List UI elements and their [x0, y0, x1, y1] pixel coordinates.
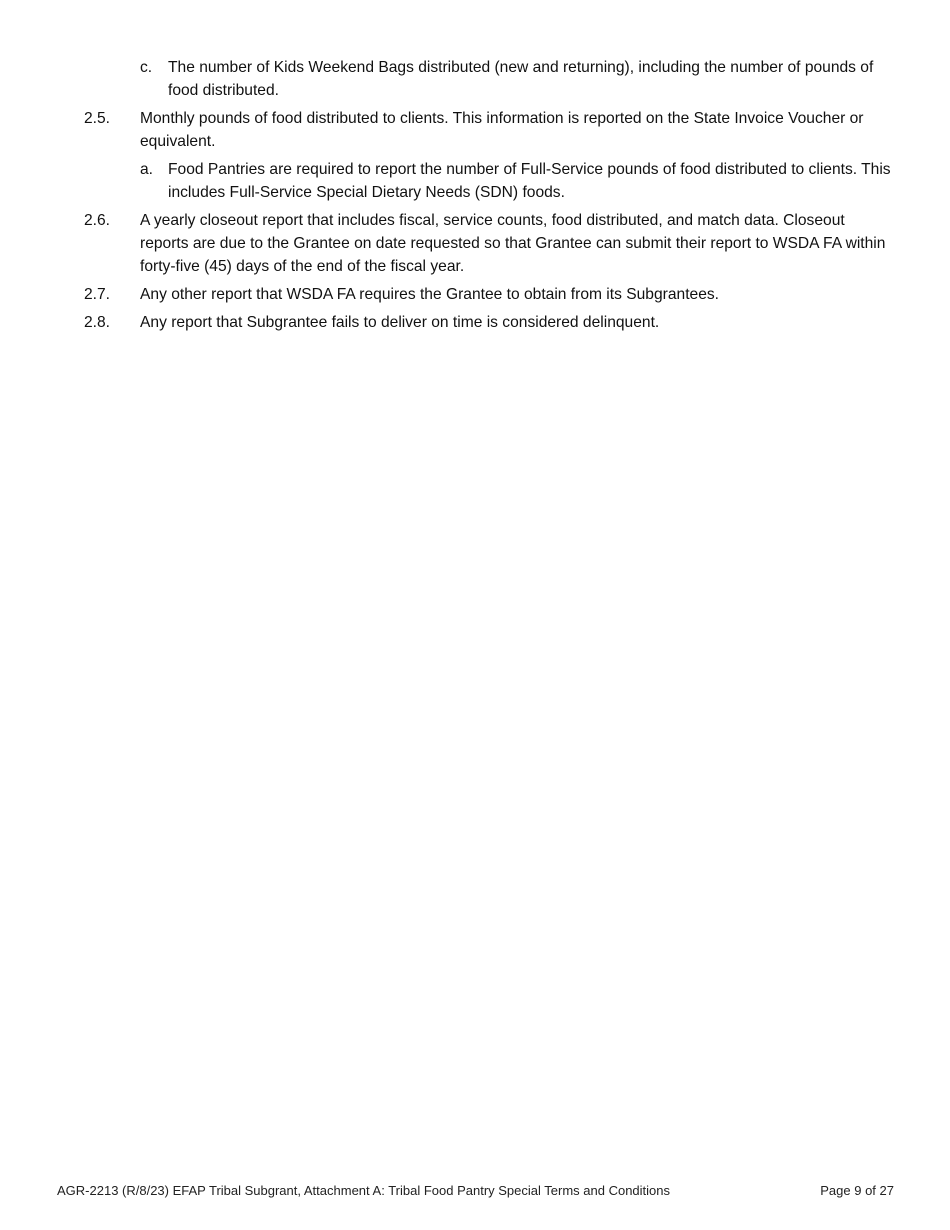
- section-item-2-7: [84, 283, 896, 306]
- sub-item-a: [84, 158, 896, 204]
- section-item-number: 2.6.: [84, 212, 111, 229]
- section-item-text: Monthly pounds of food distributed to clients. This information is reported on the State Invoice Voucher or equivalent.: [140, 110, 864, 150]
- section-item-text: Any other report that WSDA FA requires the Grantee to obtain from its Subgrantees.: [140, 286, 720, 303]
- section-item-2-6: [84, 209, 896, 278]
- section-item-2-8: [84, 311, 896, 334]
- page-footer: [57, 1182, 894, 1200]
- section-item-text: Any report that Subgrantee fails to deliver on time is considered delinquent.: [140, 314, 660, 331]
- sub-item-marker: a.: [140, 161, 154, 178]
- footer-page-number: Page 9 of 27: [820, 1183, 894, 1198]
- sub-item-c: [84, 56, 896, 102]
- section-item-number: 2.8.: [84, 314, 111, 331]
- section-item-text: A yearly closeout report that includes fiscal, service counts, food distributed, and match data. Closeout reports are due to the Grantee on date requested so that Grantee can submit their report to WSDA FA within forty-five (45) days of the end of the fiscal year.: [140, 212, 886, 275]
- sub-item-marker: c.: [140, 59, 153, 76]
- sub-item-text: The number of Kids Weekend Bags distributed (new and returning), including the number of pounds of food distributed.: [168, 59, 874, 99]
- sub-item-text: Food Pantries are required to report the number of Full-Service pounds of food distributed to clients. This includes Full-Service Special Dietary Needs (SDN) foods.: [168, 161, 891, 201]
- section-item-2-5: [84, 107, 896, 153]
- section-item-number: 2.7.: [84, 286, 111, 303]
- section-item-number: 2.5.: [84, 110, 111, 127]
- document-body: [84, 56, 896, 339]
- footer-document-title: AGR-2213 (R/8/23) EFAP Tribal Subgrant, Attachment A: Tribal Food Pantry Special Terms and Conditions: [57, 1183, 670, 1198]
